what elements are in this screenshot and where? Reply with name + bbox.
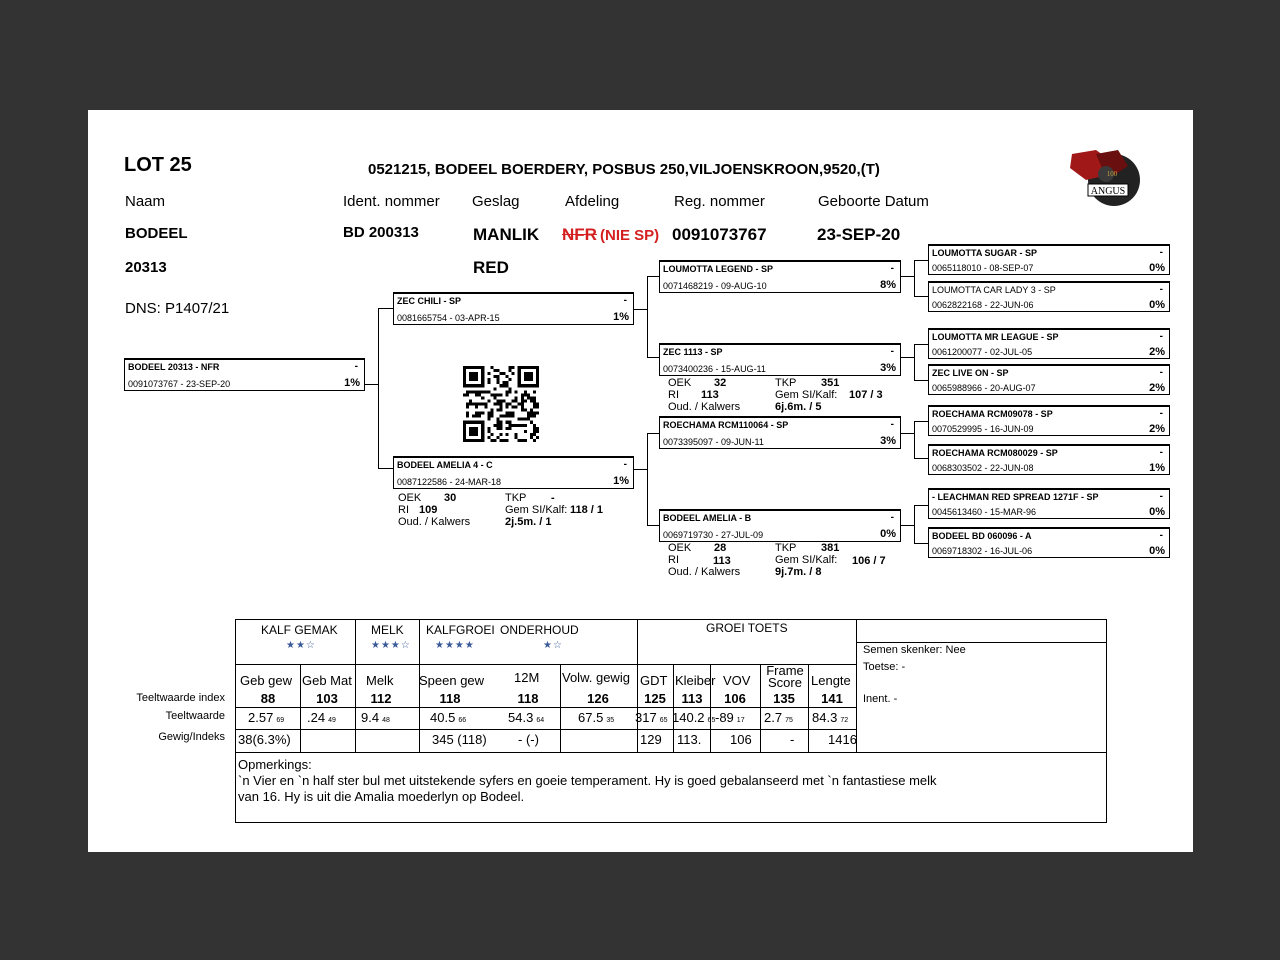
teeltwaarde-number: -89: [715, 710, 734, 725]
oud-label: Oud. / Kalwers: [668, 401, 741, 413]
pedigree-sire-sire: [659, 260, 901, 293]
lot-document: [88, 110, 1193, 852]
toetse: Toetse: -: [863, 661, 906, 673]
remarks-line-2: van 16. Hy is uit die Amalia moederlyn op Bodeel.: [238, 789, 525, 804]
accuracy: 48: [382, 717, 390, 724]
index-value: 118: [439, 691, 461, 706]
accuracy: 66: [458, 717, 467, 724]
pedigree-name: ROECHAMA RCM09078 - SP: [932, 409, 1053, 419]
index-value: 113: [681, 691, 703, 706]
gewig-value: - (-): [518, 732, 539, 747]
divider: [673, 664, 674, 752]
teeltwaarde-value: [430, 710, 466, 725]
ri-value: 109: [419, 504, 438, 516]
label-ident: Ident. nommer: [343, 193, 440, 210]
index-value: 126: [587, 691, 609, 706]
pedigree-id: 0065988966 - 20-AUG-07: [932, 383, 1036, 393]
remarks-line-1: `n Vier en `n half ster bul met uitstekende syfers en goeie temperament. Hy is goed gebalanseerd met `n fantastiese melk: [238, 773, 937, 788]
pedigree-dash: -: [1159, 447, 1163, 458]
teeltwaarde-value: [578, 710, 614, 725]
col-gdt: GDT: [640, 673, 668, 688]
label-geboorte: Geboorte Datum: [818, 193, 929, 210]
stars-kalfgroei: ★★★★: [435, 640, 475, 651]
row-label-teeltwaarde: Teeltwaarde: [165, 710, 225, 722]
divider: [236, 707, 856, 708]
animal-ident: BD 200313: [343, 224, 419, 241]
index-value: 125: [644, 691, 666, 706]
teeltwaarde-number: 67.5: [578, 710, 604, 725]
pedigree-name: LOUMOTTA SUGAR - SP: [932, 248, 1037, 258]
teeltwaarde-number: 40.5: [430, 710, 456, 725]
connector: [914, 421, 915, 459]
pedigree-pct: 1%: [344, 377, 360, 389]
oek-value: 30: [444, 492, 457, 504]
tkp-label: TKP: [505, 492, 527, 504]
pedigree-id: 0068303502 - 22-JUN-08: [932, 463, 1034, 473]
stars-onderhoud: ★☆: [543, 640, 563, 651]
connector: [647, 276, 648, 358]
oud-label: Oud. / Kalwers: [668, 566, 741, 578]
index-value: 88: [260, 691, 276, 706]
accuracy: 65: [707, 717, 716, 724]
pedigree-name: ROECHAMA RCM080029 - SP: [932, 448, 1058, 458]
pedigree-pct: 3%: [880, 362, 896, 374]
divider: [637, 620, 638, 752]
pedigree-dash: -: [354, 361, 358, 372]
group-kalf-gemak: KALF GEMAK: [261, 623, 338, 637]
pedigree-pct: 3%: [880, 435, 896, 447]
pedigree-dsd: [928, 444, 1170, 475]
col-volw-gewig: Volw. gewig: [562, 670, 630, 685]
animal-section-struck: NFR: [562, 225, 597, 244]
teeltwaarde-value: [248, 710, 284, 725]
teeltwaarde-value: [715, 710, 745, 725]
teeltwaarde-value: [635, 710, 668, 725]
pedigree-name: LOUMOTTA CAR LADY 3 - SP: [932, 285, 1056, 295]
pedigree-dash: -: [1159, 247, 1163, 258]
connector: [914, 458, 928, 459]
svg-text:100: 100: [1106, 170, 1118, 178]
accuracy: 17: [736, 717, 745, 724]
divider: [355, 620, 356, 752]
semen-donor: Semen skenker: Nee: [863, 644, 966, 656]
index-value: 118: [517, 691, 539, 706]
divider: [300, 664, 301, 752]
teeltwaarde-number: 2.7: [764, 710, 783, 725]
connector: [914, 296, 928, 297]
tkp-value: -: [551, 492, 555, 504]
oud-value: 9j.7m. / 8: [775, 566, 822, 578]
pedigree-pct: 2%: [1149, 423, 1165, 435]
col-geb-mat: Geb Mat: [302, 673, 352, 688]
accuracy: 69: [276, 717, 285, 724]
col-speen-gew: Speen gew: [419, 673, 485, 688]
connector: [378, 468, 394, 469]
label-naam: Naam: [125, 193, 166, 210]
animal-sex: MANLIK: [473, 225, 540, 244]
pedigree-id: 0069718302 - 16-JUL-06: [932, 546, 1033, 556]
oek-value: 32: [714, 377, 727, 389]
dam-stats: [398, 492, 658, 532]
gem-label: Gem SI/Kalf:: [775, 389, 838, 401]
connector: [914, 344, 915, 381]
index-value: 103: [316, 691, 338, 706]
gewig-value: 1416: [828, 732, 857, 747]
teeltwaarde-value: [361, 710, 390, 725]
pedigree-dash: -: [890, 346, 894, 357]
col-12m: 12M: [514, 670, 540, 685]
pedigree-name: LOUMOTTA LEGEND - SP: [663, 264, 773, 274]
animal-reg-number: 0091073767: [672, 225, 767, 244]
connector: [914, 505, 915, 544]
gewig-value: 38(6.3%): [238, 732, 291, 747]
accuracy: 65: [659, 717, 668, 724]
animal-section-note: (NIE SP): [600, 227, 660, 244]
svg-text:ANGUS: ANGUS: [1090, 186, 1126, 197]
gem-label: Gem SI/Kalf:: [505, 504, 568, 516]
pedigree-dam-dam: [659, 509, 901, 542]
connector: [365, 384, 379, 385]
col-melk: Melk: [366, 673, 394, 688]
pedigree-sdd: [928, 364, 1170, 395]
pedigree-ssd: [928, 281, 1170, 312]
pedigree-id: 0071468219 - 09-AUG-10: [663, 281, 767, 291]
teeltwaarde-value: [672, 710, 715, 725]
gewig-value: -: [790, 732, 795, 747]
pedigree-dash: -: [890, 419, 894, 430]
pedigree-pct: 1%: [613, 311, 629, 323]
qr-code: [461, 366, 541, 442]
ri-label: RI: [398, 504, 409, 516]
pedigree-dds: [928, 488, 1170, 519]
stars-melk: ★★★☆: [371, 640, 411, 651]
animal-birth-date: 23-SEP-20: [817, 225, 901, 244]
pedigree-id: 0073400236 - 15-AUG-11: [663, 364, 766, 374]
pedigree-dam-sire: [659, 416, 901, 449]
pedigree-dash: -: [1159, 408, 1163, 419]
accuracy: 72: [840, 717, 849, 724]
divider: [560, 664, 561, 752]
ebv-table: [235, 619, 1107, 823]
gem-label: Gem SI/Kalf:: [775, 554, 838, 566]
col-vov: VOV: [723, 673, 751, 688]
pedigree-dash: -: [623, 459, 627, 470]
connector: [901, 433, 915, 434]
stars-kalf-gemak: ★★☆: [286, 640, 316, 651]
pedigree-id: 0091073767 - 23-SEP-20: [128, 379, 231, 389]
connector: [914, 505, 928, 506]
connector: [914, 344, 928, 345]
connector: [634, 309, 648, 310]
pedigree-id: 0069719730 - 27-JUL-09: [663, 530, 764, 540]
col-geb-gew: Geb gew: [240, 673, 293, 688]
pedigree-dash: -: [1159, 530, 1163, 541]
qr-code-graphic: [461, 366, 541, 442]
oek-label: OEK: [668, 377, 692, 389]
gewig-value: 345 (118): [432, 732, 487, 747]
pedigree-dam: [393, 456, 634, 489]
divider: [760, 664, 761, 752]
teeltwaarde-number: 54.3: [508, 710, 534, 725]
oud-value: 6j.6m. / 5: [775, 401, 822, 413]
connector: [378, 308, 379, 469]
pedigree-pct: 0%: [880, 528, 896, 540]
tkp-label: TKP: [775, 542, 797, 554]
gewig-value: 129: [640, 732, 662, 747]
pedigree-id: 0061200077 - 02-JUL-05: [932, 347, 1033, 357]
col-kleiber: Kleiber: [675, 673, 716, 688]
oud-value: 2j.5m. / 1: [505, 516, 552, 528]
pedigree-dash: -: [1159, 331, 1163, 342]
pedigree-dash: -: [1159, 491, 1163, 502]
row-label-index: Teeltwaarde index: [136, 692, 225, 704]
label-reg: Reg. nommer: [674, 193, 765, 210]
pedigree-dash: -: [890, 263, 894, 274]
pedigree-id: 0065118010 - 08-SEP-07: [932, 263, 1034, 273]
pedigree-id: 0073395097 - 09-JUN-11: [663, 437, 764, 447]
tkp-value: 351: [821, 377, 840, 389]
teeltwaarde-value: [508, 710, 544, 725]
teeltwaarde-value: [307, 710, 336, 725]
animal-colour: RED: [473, 258, 509, 277]
animal-name-1: BODEEL: [125, 225, 188, 242]
connector: [378, 308, 394, 309]
pedigree-sire: [393, 292, 634, 325]
pedigree-dss: [928, 405, 1170, 436]
pedigree-id: 0081665754 - 03-APR-15: [397, 313, 500, 323]
pedigree-ddd: [928, 527, 1170, 558]
connector: [914, 260, 915, 297]
group-melk: MELK: [371, 623, 404, 637]
oud-label: Oud. / Kalwers: [398, 516, 471, 528]
gem-value: 118 / 1: [570, 504, 604, 516]
pedigree-sds: [928, 328, 1170, 359]
teeltwaarde-number: 2.57: [248, 710, 274, 725]
accuracy: 49: [328, 717, 336, 724]
pedigree-name: ZEC CHILI - SP: [397, 296, 462, 306]
teeltwaarde-number: .24: [307, 710, 326, 725]
group-kalfgroei: KALFGROEI: [426, 623, 495, 637]
pedigree-self: [124, 358, 365, 391]
connector: [914, 260, 928, 261]
oek-label: OEK: [398, 492, 422, 504]
divider: [236, 752, 1107, 753]
teeltwaarde-number: 140.2: [672, 710, 705, 725]
connector: [914, 421, 928, 422]
pedigree-pct: 0%: [1149, 299, 1165, 311]
pedigree-id: 0070529995 - 16-JUN-09: [932, 424, 1034, 434]
pedigree-id: 0062822168 - 22-JUN-06: [932, 300, 1034, 310]
pedigree-sss: [928, 244, 1170, 275]
pedigree-name: ZEC 1113 - SP: [663, 347, 723, 357]
row-label-gewig: Gewig/Indeks: [158, 731, 225, 743]
pedigree-name: BODEEL AMELIA - B: [663, 513, 752, 523]
pedigree-pct: 2%: [1149, 346, 1165, 358]
label-geslag: Geslag: [472, 193, 520, 210]
pedigree-id: 0087122586 - 24-MAR-18: [397, 477, 502, 487]
angus-logo: [1066, 146, 1146, 210]
gewig-value: 113.: [677, 732, 702, 747]
pedigree-pct: 8%: [880, 279, 896, 291]
accuracy: 64: [536, 717, 545, 724]
connector: [901, 276, 915, 277]
owner-line: 0521215, BODEEL BOERDERY, POSBUS 250,VILJOENSKROON,9520,(T): [368, 161, 880, 178]
pedigree-name: ZEC LIVE ON - SP: [932, 368, 1009, 378]
index-value: 141: [821, 691, 843, 706]
lot-number: LOT 25: [124, 154, 192, 176]
accuracy: 35: [606, 717, 615, 724]
tkp-value: 381: [821, 542, 840, 554]
label-afdeling: Afdeling: [565, 193, 620, 210]
pedigree-name: - LEACHMAN RED SPREAD 1271F - SP: [932, 492, 1099, 502]
teeltwaarde-number: 9.4: [361, 710, 380, 725]
divider: [236, 729, 856, 730]
pedigree-name: BODEEL 20313 - NFR: [128, 362, 220, 372]
index-value: 106: [724, 691, 746, 706]
inent: Inent. -: [863, 693, 898, 705]
remarks-label: Opmerkings:: [238, 757, 312, 772]
angus-logo-graphic: [1066, 146, 1146, 210]
pedigree-name: LOUMOTTA MR LEAGUE - SP: [932, 332, 1059, 342]
group-groei-toets: GROEI TOETS: [706, 621, 788, 635]
pedigree-dash: -: [623, 295, 627, 306]
pedigree-pct: 1%: [1149, 462, 1165, 474]
dns-number: DNS: P1407/21: [125, 300, 230, 317]
ri-value: 113: [701, 389, 719, 401]
teeltwaarde-value: [764, 710, 793, 725]
pedigree-pct: 0%: [1149, 545, 1165, 557]
connector: [914, 380, 928, 381]
ri-label: RI: [668, 554, 679, 566]
gem-value: 107 / 3: [849, 389, 883, 401]
sire-dam-stats: [668, 377, 908, 417]
divider: [856, 642, 1107, 643]
pedigree-name: BODEEL AMELIA 4 - C: [397, 460, 493, 470]
index-value: 135: [773, 691, 795, 706]
pedigree-name: ROECHAMA RCM110064 - SP: [663, 420, 789, 430]
tkp-label: TKP: [775, 377, 797, 389]
animal-name-2: 20313: [125, 259, 167, 276]
pedigree-dash: -: [1159, 367, 1163, 378]
divider: [808, 664, 809, 752]
pedigree-sire-dam: [659, 343, 901, 376]
pedigree-pct: 2%: [1149, 382, 1165, 394]
oek-value: 28: [714, 542, 727, 554]
teeltwaarde-number: 84.3: [812, 710, 838, 725]
ri-value: 113: [713, 555, 731, 567]
pedigree-pct: 1%: [613, 475, 629, 487]
connector: [901, 525, 915, 526]
index-value: 112: [370, 691, 392, 706]
connector: [634, 469, 648, 470]
teeltwaarde-value: [812, 710, 848, 725]
gem-value: 106 / 7: [852, 555, 886, 567]
group-onderhoud: ONDERHOUD: [500, 623, 579, 637]
teeltwaarde-number: 317: [635, 710, 657, 725]
pedigree-pct: 0%: [1149, 506, 1165, 518]
dam-dam-stats: [668, 542, 908, 582]
col-frame-score: Frame Score: [766, 663, 804, 690]
pedigree-pct: 0%: [1149, 262, 1165, 274]
gewig-value: 106: [730, 732, 752, 747]
connector: [901, 357, 915, 358]
pedigree-dash: -: [1159, 284, 1163, 295]
accuracy: 75: [785, 717, 793, 724]
connector: [914, 543, 928, 544]
pedigree-id: 0045613460 - 15-MAR-96: [932, 507, 1037, 517]
oek-label: OEK: [668, 542, 692, 554]
pedigree-name: BODEEL BD 060096 - A: [932, 531, 1032, 541]
pedigree-dash: -: [890, 512, 894, 523]
ri-label: RI: [668, 389, 679, 401]
col-lengte: Lengte: [811, 673, 851, 688]
